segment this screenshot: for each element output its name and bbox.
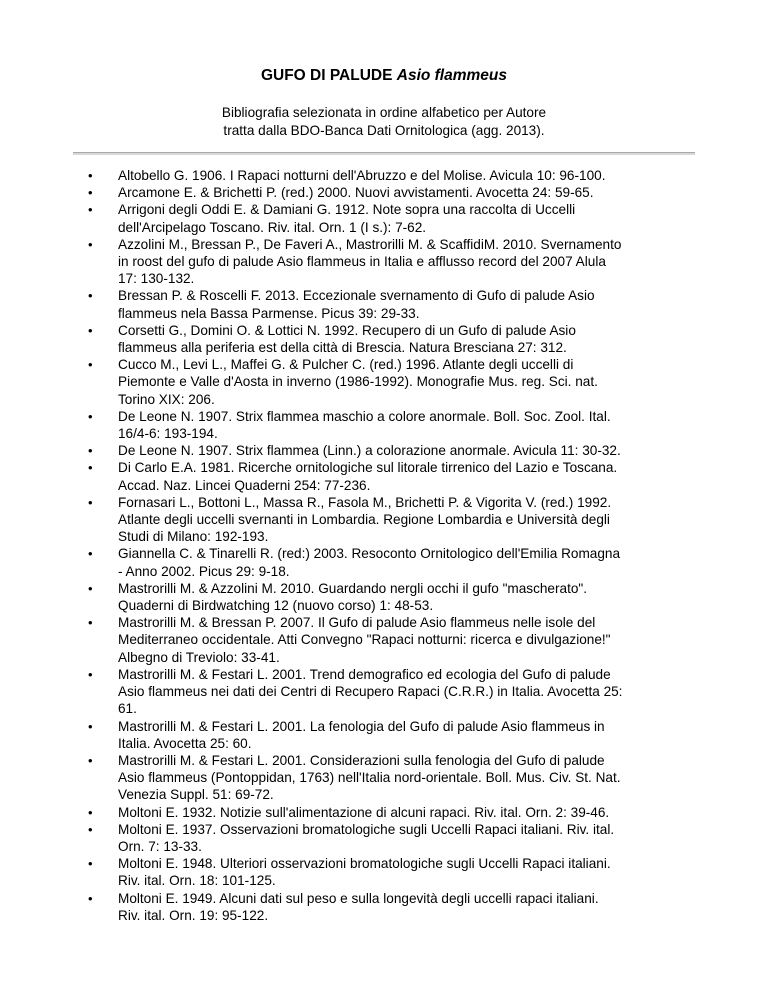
entry-line: Moltoni E. 1949. Alcuni dati sul peso e sulla longevità degli uccelli rapaci italiani.: [118, 890, 599, 906]
entry-line: 16/4-6: 193-194.: [118, 426, 218, 442]
entry-line: Mastrorilli M. & Bressan P. 2007. Il Gufo di palude Asio flammeus nelle isole del: [118, 615, 596, 631]
entry-line: De Leone N. 1907. Strix flammea (Linn.) a colorazione anormale. Avicula 11: 30-32.: [118, 443, 621, 459]
entry-line: flammeus alla periferia est della città di Brescia. Natura Bresciana 27: 312.: [118, 340, 567, 356]
bullet-icon: •: [88, 752, 93, 768]
entry-line: Arcamone E. & Brichetti P. (red.) 2000. Nuovi avvistamenti. Avocetta 24: 59-65.: [118, 185, 594, 201]
bibliography-entry: [0, 408, 700, 442]
bibliography-entry: [0, 494, 700, 546]
bibliography-entry: [0, 184, 700, 201]
title-species: Asio flammeus: [396, 67, 508, 84]
bibliography-entry: [0, 287, 700, 321]
bibliography-entry: [0, 580, 700, 614]
horizontal-divider: [73, 152, 695, 155]
entry-line: Asio flammeus (Pontoppidan, 1763) nell'Italia nord-orientale. Boll. Mus. Civ. St. Nat.: [118, 770, 621, 786]
entry-line: in roost del gufo di palude Asio flammeus in Italia e afflusso record del 2007 Alula: [118, 254, 606, 270]
bibliography-list: [0, 167, 768, 924]
entry-line: Studi di Milano: 192-193.: [118, 529, 269, 545]
bibliography-entry: [0, 236, 700, 288]
entry-line: Quaderni di Birdwatching 12 (nuovo corso) 1: 48-53.: [118, 598, 434, 614]
bullet-icon: •: [88, 288, 93, 304]
bullet-icon: •: [88, 718, 93, 734]
entry-line: 61.: [118, 701, 137, 717]
subtitle-line-1: Bibliografia selezionata in ordine alfabetico per Autore: [221, 105, 547, 120]
bullet-icon: •: [88, 443, 93, 459]
entry-line: Mediterraneo occidentale. Atti Convegno "Rapaci notturni: ricerca e divulgazione!": [118, 632, 611, 648]
bibliography-entry: [0, 201, 700, 235]
bullet-icon: •: [88, 494, 93, 510]
bibliography-entry: [0, 804, 700, 821]
entry-line: dell'Arcipelago Toscano. Riv. ital. Orn. 1 (I s.): 7-62.: [118, 219, 427, 235]
entry-line: Di Carlo E.A. 1981. Ricerche ornitologiche sul litorale tirrenico del Lazio e Toscana.: [118, 460, 618, 476]
subtitle-line-2: tratta dalla BDO-Banca Dati Ornitologica (agg. 2013).: [223, 123, 545, 138]
bullet-icon: •: [88, 580, 93, 596]
bullet-icon: •: [88, 185, 93, 201]
entry-line: Arrigoni degli Oddi E. & Damiani G. 1912. Note sopra una raccolta di Uccelli: [118, 202, 576, 218]
bullet-icon: •: [88, 408, 93, 424]
bullet-icon: •: [88, 804, 93, 820]
bullet-icon: •: [88, 236, 93, 252]
bullet-icon: •: [88, 821, 93, 837]
entry-line: Asio flammeus nei dati dei Centri di Recupero Rapaci (C.R.R.) in Italia. Avocetta 25:: [118, 684, 623, 700]
bullet-icon: •: [88, 856, 93, 872]
bibliography-entry: [0, 855, 700, 889]
entry-line: Italia. Avocetta 25: 60.: [118, 735, 252, 751]
entry-line: Venezia Suppl. 51: 69-72.: [118, 787, 274, 803]
entry-line: Giannella C. & Tinarelli R. (red:) 2003. Resoconto Ornitologico dell'Emilia Romagna: [118, 546, 621, 562]
bullet-icon: •: [88, 546, 93, 562]
bibliography-entry: [0, 545, 700, 579]
entry-line: Mastrorilli M. & Azzolini M. 2010. Guardando nergli occhi il gufo "mascherato".: [118, 580, 588, 596]
entry-line: Riv. ital. Orn. 19: 95-122.: [118, 907, 269, 923]
entry-line: Piemonte e Valle d'Aosta in inverno (1986-1992). Monografie Mus. reg. Sci. nat.: [118, 374, 598, 390]
bullet-icon: •: [88, 202, 93, 218]
entry-line: Mastrorilli M. & Festari L. 2001. Trend demografico ed ecologia del Gufo di palude: [118, 666, 611, 682]
bibliography-entry: [0, 459, 700, 493]
entry-line: Accad. Naz. Lincei Quaderni 254: 77-236.: [118, 477, 371, 493]
entry-line: flammeus nela Bassa Parmense. Picus 39: 29-33.: [118, 305, 420, 321]
bullet-icon: •: [88, 460, 93, 476]
entry-line: Moltoni E. 1932. Notizie sull'alimentazione di alcuni rapaci. Riv. ital. Orn. 2: 39-46.: [118, 804, 610, 820]
entry-line: Moltoni E. 1948. Ulteriori osservazioni bromatologiche sugli Uccelli Rapaci italiani.: [118, 856, 611, 872]
bibliography-entry: [0, 614, 700, 666]
bibliography-entry: [0, 322, 700, 356]
entry-line: Moltoni E. 1937. Osservazioni bromatologiche sugli Uccelli Rapaci italiani. Riv. ital.: [118, 821, 615, 837]
entry-line: Torino XIX: 206.: [118, 391, 215, 407]
bullet-icon: •: [88, 322, 93, 338]
entry-line: Mastrorilli M. & Festari L. 2001. La fenologia del Gufo di palude Asio flammeus in: [118, 718, 605, 734]
bibliography-entry: [0, 356, 700, 408]
entry-line: Fornasari L., Bottoni L., Massa R., Fasola M., Brichetti P. & Vigorita V. (red.) 1992.: [118, 494, 612, 510]
entry-line: Mastrorilli M. & Festari L. 2001. Considerazioni sulla fenologia del Gufo di palude: [118, 752, 605, 768]
bibliography-entry: [0, 752, 700, 804]
bullet-icon: •: [88, 357, 93, 373]
bibliography-entry: [0, 666, 700, 718]
bullet-icon: •: [88, 168, 93, 183]
entry-line: Atlante degli uccelli svernanti in Lombardia. Regione Lombardia e Università degli: [118, 512, 610, 528]
entry-line: Azzolini M., Bressan P., De Faveri A., Mastrorilli M. & ScaffidiM. 2010. Svernamento: [118, 236, 622, 252]
entry-line: Riv. ital. Orn. 18: 101-125.: [118, 873, 276, 889]
entry-line: Albegno di Treviolo: 33-41.: [118, 649, 280, 665]
bibliography-entry: [0, 890, 700, 924]
page-subtitle: [0, 104, 768, 140]
entry-line: - Anno 2002. Picus 29: 9-18.: [118, 563, 290, 579]
bibliography-entry: [0, 821, 700, 855]
bullet-icon: •: [88, 615, 93, 631]
entry-line: De Leone N. 1907. Strix flammea maschio a colore anormale. Boll. Soc. Zool. Ital.: [118, 408, 611, 424]
title-main: GUFO DI PALUDE: [260, 67, 393, 84]
bibliography-entry: [0, 718, 700, 752]
bullet-icon: •: [88, 890, 93, 906]
entry-line: Corsetti G., Domini O. & Lottici N. 1992. Recupero di un Gufo di palude Asio: [118, 322, 576, 338]
bibliography-entry: [0, 167, 700, 184]
bullet-icon: •: [88, 666, 93, 682]
entry-line: Orn. 7: 13-33.: [118, 838, 202, 854]
entry-line: 17: 130-132.: [118, 271, 195, 287]
entry-line: Bressan P. & Roscelli F. 2013. Eccezionale svernamento di Gufo di palude Asio: [118, 288, 595, 304]
bibliography-entry: [0, 442, 700, 459]
page-title: [0, 66, 768, 86]
entry-line: Altobello G. 1906. I Rapaci notturni dell'Abruzzo e del Molise. Avicula 10: 96-100.: [118, 168, 606, 183]
entry-line: Cucco M., Levi L., Maffei G. & Pulcher C. (red.) 1996. Atlante degli uccelli di: [118, 357, 574, 373]
